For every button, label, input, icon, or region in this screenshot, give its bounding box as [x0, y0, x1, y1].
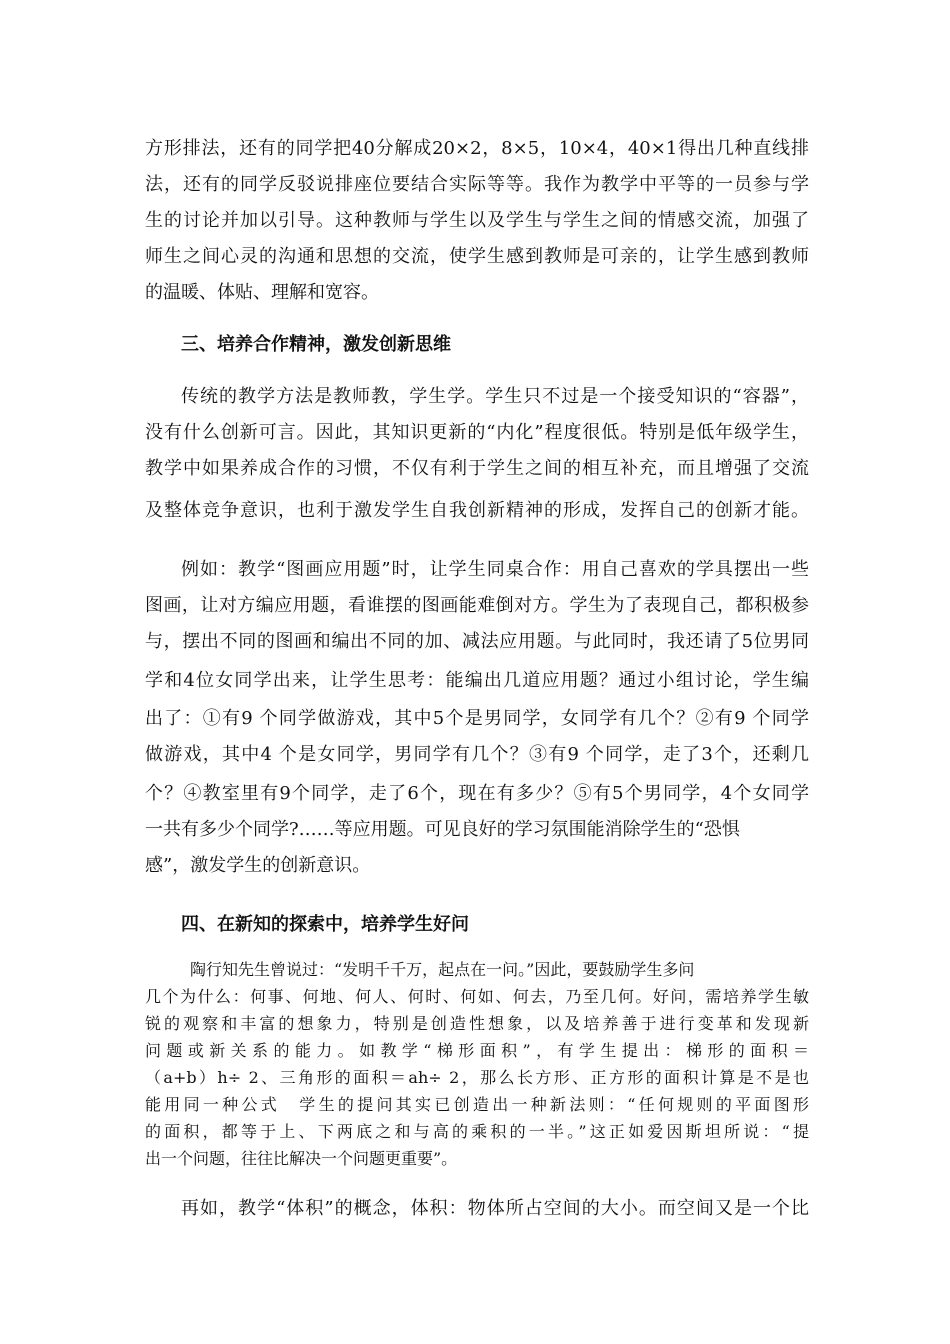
paragraph-4-line-5: （a+b）h÷ 2、三角形的面积＝ah÷ 2，那么长方形、正方形的面积计算是不是也 — [145, 1068, 809, 1087]
section-heading-3: 三、培养合作精神，激发创新思维 — [181, 334, 451, 355]
paragraph-4-line-4: 问题或新关系的能力。如教学“梯形面积”，有学生提出：梯形的面积＝ — [145, 1041, 809, 1060]
paragraph-1-line-1: 方形排法，还有的同学把40分解成20×2，8×5，10×4，40×1得出几种直线排 — [145, 138, 809, 159]
paragraph-3-line-4: 学和4位女同学出来，让学生思考：能编出几道应用题？通过小组讨论，学生编 — [145, 670, 809, 691]
paragraph-4-line-1: 陶行知先生曾说过：“发明千千万，起点在一问。”因此，要鼓励学生多问 — [190, 960, 695, 979]
paragraph-2-line-2: 没有什么创新可言。因此，其知识更新的“内化”程度很低。特别是低年级学生， — [145, 422, 809, 443]
paragraph-3-line-7: 个？④教室里有9个同学，走了6个，现在有多少？⑤有5个男同学，4个女同学 — [145, 783, 809, 804]
paragraph-2-line-4: 及整体竞争意识，也利于激发学生自我创新精神的形成，发挥自己的创新才能。 — [145, 500, 809, 521]
paragraph-1-line-5: 的温暖、体贴、理解和宽容。 — [145, 282, 379, 303]
paragraph-1-line-4: 师生之间心灵的沟通和思想的交流，使学生感到教师是可亲的，让学生感到教师 — [145, 246, 809, 267]
paragraph-3-line-6: 做游戏，其中4 个是女同学，男同学有几个？③有9 个同学，走了3个，还剩几 — [145, 744, 809, 765]
paragraph-3-line-3: 与，摆出不同的图画和编出不同的加、减法应用题。与此同时，我还请了5位男同 — [145, 631, 809, 652]
paragraph-3-line-2: 图画，让对方编应用题，看谁摆的图画能难倒对方。学生为了表现自己，都积极参 — [145, 595, 809, 616]
paragraph-3-line-8: 一共有多少个同学?……等应用题。可见良好的学习氛围能消除学生的“恐惧 — [145, 819, 740, 840]
paragraph-5-line-1: 再如，教学“体积”的概念，体积：物体所占空间的大小。而空间又是一个比 — [181, 1198, 809, 1219]
paragraph-1-line-3: 生的讨论并加以引导。这种教师与学生以及学生与学生之间的情感交流，加强了 — [145, 210, 809, 231]
paragraph-4-line-7: 的面积，都等于上、下两底之和与高的乘积的一半。”这正如爱因斯坦所说：“提 — [145, 1122, 809, 1141]
paragraph-3-line-5: 出了：①有9 个同学做游戏，其中5个是男同学，女同学有几个？②有9 个同学 — [145, 708, 809, 729]
paragraph-2-line-3: 教学中如果养成合作的习惯，不仅有利于学生之间的相互补充，而且增强了交流 — [145, 458, 809, 479]
paragraph-4-line-8: 出一个问题，往往比解决一个问题更重要”。 — [145, 1149, 458, 1168]
paragraph-3-line-9: 感”，激发学生的创新意识。 — [145, 855, 371, 876]
paragraph-3-line-1: 例如：教学“图画应用题”时，让学生同桌合作：用自己喜欢的学具摆出一些 — [181, 559, 809, 580]
paragraph-2-line-1: 传统的教学方法是教师教，学生学。学生只不过是一个接受知识的“容器”， — [181, 386, 809, 407]
section-heading-4: 四、在新知的探索中，培养学生好问 — [181, 914, 469, 935]
paragraph-4-line-6: 能用同一种公式 学生的提问其实已创造出一种新法则：“任何规则的平面图形 — [145, 1095, 809, 1114]
paragraph-4-line-3: 锐的观察和丰富的想象力，特别是创造性想象，以及培养善于进行变革和发现新 — [145, 1014, 809, 1033]
paragraph-4-line-2: 几个为什么：何事、何地、何人、何时、何如、何去，乃至几何。好问，需培养学生敏 — [145, 987, 809, 1006]
paragraph-1-line-2: 法，还有的同学反驳说排座位要结合实际等等。我作为教学中平等的一员参与学 — [145, 174, 809, 195]
